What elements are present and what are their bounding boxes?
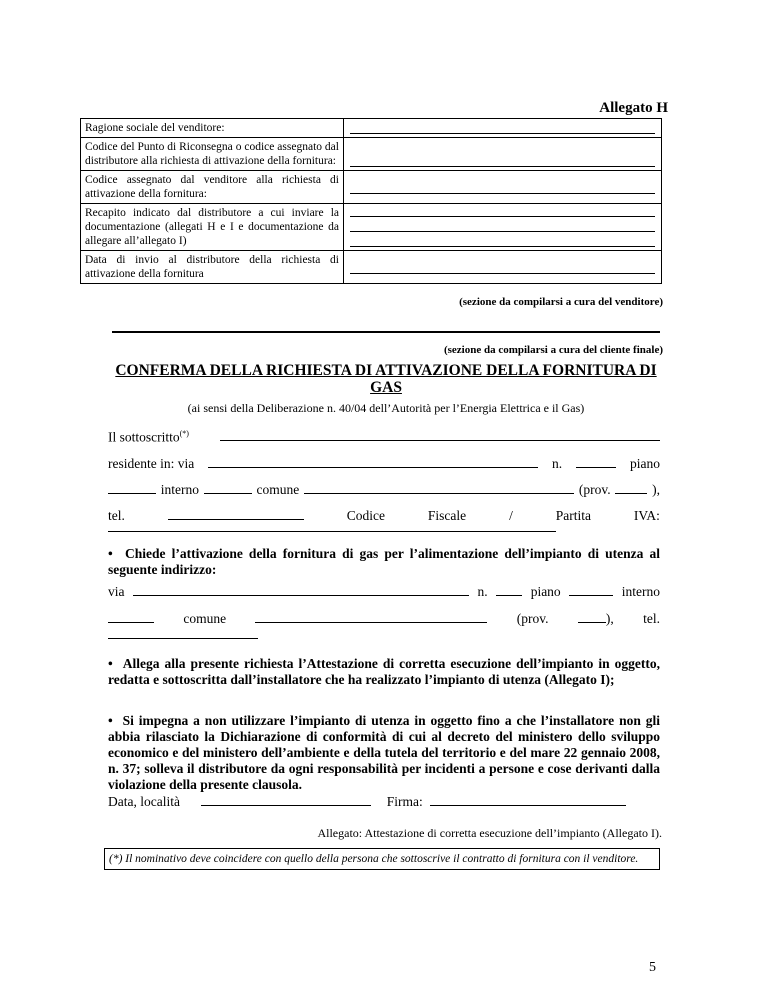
address-prov-close: ), <box>605 611 614 626</box>
bullet-icon: • <box>108 656 123 671</box>
residence-line <box>108 455 660 472</box>
row-value[interactable] <box>344 251 662 284</box>
codice-fiscale-field[interactable] <box>108 519 556 532</box>
firma-field[interactable] <box>430 793 626 806</box>
address-prov-field[interactable] <box>578 610 606 623</box>
row-value[interactable] <box>344 171 662 204</box>
prov-field[interactable] <box>615 481 647 494</box>
row-label: Ragione sociale del venditore: <box>81 119 344 138</box>
comune-field[interactable] <box>304 481 574 494</box>
bullet-text: Chiede l’attivazione della fornitura di gas per l’alimentazione dell’impianto di utenza al seguente indirizzo: <box>108 546 660 577</box>
table-row <box>81 119 662 138</box>
address-piano-field[interactable] <box>569 583 613 596</box>
address-prov-label: (prov. <box>516 611 549 626</box>
slash-label: / <box>509 508 513 523</box>
seller-section-note: (sezione da compilarsi a cura del venditore) <box>459 296 663 308</box>
data-localita-field[interactable] <box>201 793 371 806</box>
address-interno-field[interactable] <box>108 610 154 623</box>
residente-label: residente in: via <box>108 456 195 471</box>
sottoscritto-label: Il sottoscritto <box>108 429 180 444</box>
row-value[interactable] <box>344 204 662 251</box>
codice-label: Codice <box>346 508 385 523</box>
address-tel-label: tel. <box>643 611 660 626</box>
bullet-impegno <box>108 713 660 793</box>
row-label: Data di invio al distributore della richiesta di attivazione della fornitura <box>81 251 344 284</box>
table-row <box>81 171 662 204</box>
partita-label: Partita <box>555 508 591 523</box>
bullet-attivazione <box>108 546 660 578</box>
table-row <box>81 251 662 284</box>
fiscale-label: Fiscale <box>427 508 467 523</box>
address-comune-line <box>108 610 660 627</box>
client-section-note: (sezione da compilarsi a cura del cliente finale) <box>443 344 663 356</box>
comune-label: comune <box>256 482 300 497</box>
tel-label: tel. <box>108 508 125 523</box>
footnote-text: (*) Il nominativo deve coincidere con quello della persona che sottoscrive il contratto di fornitura con il venditore. <box>109 853 639 865</box>
seller-table <box>80 118 662 284</box>
interno-line <box>108 481 660 498</box>
n-label: n. <box>552 456 563 471</box>
address-via-label: via <box>108 584 125 599</box>
table-row <box>81 204 662 251</box>
address-comune-label: comune <box>183 611 227 626</box>
row-label: Recapito indicato dal distributore a cui inviare la documentazione (allegati H e I e documentazione da allegare all’allegato I) <box>81 204 344 251</box>
page-number: 5 <box>649 960 656 975</box>
row-label: Codice del Punto di Riconsegna o codice assegnato dal distributore alla richiesta di attivazione della fornitura: <box>81 138 344 171</box>
sottoscritto-field[interactable] <box>220 428 660 441</box>
bullet-allega <box>108 656 660 688</box>
address-line <box>108 583 660 600</box>
address-tel-field[interactable] <box>108 626 258 639</box>
piano-label: piano <box>629 456 660 471</box>
asterisk-mark: (*) <box>179 428 189 438</box>
bullet-text: Si impegna a non utilizzare l’impianto di utenza in oggetto fino a che l’installatore non gli abbia rilasciato la Dichiarazione di conformità di cui al decreto del ministero dello sviluppo economico e del ministero dell’ambiente e della tutela del territorio e del mare 22 gennaio 2008, n. 37; solleva il distributore da ogni responsabilità per incidenti a persone e cose derivanti dalla violazione della presente clausola. <box>108 713 660 792</box>
bullet-text: Allega alla presente richiesta l’Attestazione di corretta esecuzione dell’impianto in oggetto, redatta e sottoscritta dall’installatore che ha realizzato l’impianto di utenza (Allegato I); <box>108 656 660 687</box>
address-interno-label: interno <box>621 584 660 599</box>
interno-field[interactable] <box>204 481 252 494</box>
address-n-label: n. <box>477 584 488 599</box>
page-title: CONFERMA DELLA RICHIESTA DI ATTIVAZIONE DELLA FORNITURA DI GAS <box>115 362 657 396</box>
n-field[interactable] <box>576 455 616 468</box>
address-piano-label: piano <box>530 584 561 599</box>
firma-label: Firma: <box>386 794 423 809</box>
address-via-field[interactable] <box>133 583 469 596</box>
address-n-field[interactable] <box>496 583 522 596</box>
bullet-icon: • <box>108 546 125 561</box>
signature-line <box>108 793 660 810</box>
data-localita-label: Data, località <box>108 794 180 809</box>
sottoscritto-line <box>108 428 660 445</box>
row-value[interactable] <box>344 138 662 171</box>
prov-label: (prov. <box>578 482 611 497</box>
row-label: Codice assegnato dal venditore alla richiesta di attivazione della fornitura: <box>81 171 344 204</box>
page-subtitle: (ai sensi della Deliberazione n. 40/04 dell’Autorità per l’Energia Elettrica e il Gas) <box>187 401 585 415</box>
iva-label: IVA: <box>633 508 660 523</box>
via-field[interactable] <box>208 455 538 468</box>
attachment-note: Allegato: Attestazione di corretta esecuzione dell’impianto (Allegato I). <box>317 826 662 840</box>
footnote-box <box>104 848 660 870</box>
row-value[interactable] <box>344 119 662 138</box>
prov-close: ), <box>652 482 660 497</box>
allegato-label: Allegato H <box>599 100 668 116</box>
address-comune-field[interactable] <box>255 610 487 623</box>
table-row <box>81 138 662 171</box>
bullet-icon: • <box>108 713 123 728</box>
interno-label: interno <box>160 482 200 497</box>
section-divider <box>112 331 660 333</box>
piano-field[interactable] <box>108 481 156 494</box>
